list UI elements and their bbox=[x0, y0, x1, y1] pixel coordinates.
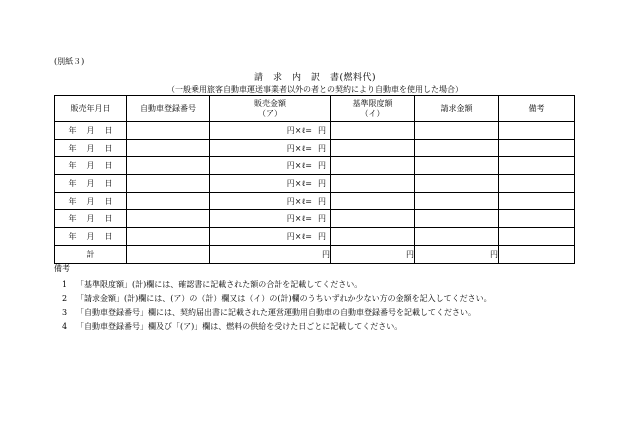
notes-heading: 備考 bbox=[54, 264, 70, 273]
base-limit-cell[interactable] bbox=[331, 175, 415, 193]
note-number: 3 bbox=[62, 307, 68, 317]
claim-amount-cell[interactable] bbox=[415, 175, 499, 193]
total-remarks-cell[interactable] bbox=[499, 245, 575, 263]
header-base-limit: 基準限度額 （イ） bbox=[331, 96, 415, 122]
vehicle-number-cell[interactable] bbox=[127, 139, 210, 157]
sales-amount-cell[interactable]: 円×ℓ= 円 bbox=[210, 192, 331, 210]
remarks-cell[interactable] bbox=[499, 157, 575, 175]
base-limit-cell[interactable] bbox=[331, 192, 415, 210]
claim-amount-cell[interactable] bbox=[415, 157, 499, 175]
note-item bbox=[54, 319, 492, 333]
total-row bbox=[55, 245, 575, 263]
note-item bbox=[54, 305, 492, 319]
header-sales-amount: 販売金額 （ア） bbox=[210, 96, 331, 122]
claim-amount-cell[interactable] bbox=[415, 192, 499, 210]
table-row bbox=[55, 192, 575, 210]
claim-amount-cell[interactable] bbox=[415, 210, 499, 228]
note-item bbox=[54, 291, 492, 305]
table-row bbox=[55, 139, 575, 157]
base-limit-cell[interactable] bbox=[331, 210, 415, 228]
sale-date-cell[interactable]: 年 月 日 bbox=[55, 210, 127, 228]
total-sales-cell[interactable]: 円 bbox=[210, 245, 331, 263]
document-reference: (別紙３) bbox=[54, 57, 85, 66]
note-text: 「基準限度額」(計)欄には、確認書に記載された額の合計を記載してください。 bbox=[76, 279, 363, 289]
table-row bbox=[55, 122, 575, 140]
note-number: 2 bbox=[62, 293, 68, 303]
note-text: 「自動車登録番号」欄には、契約届出書に記載された運営運動用自動車の自動車登録番号を記載してください。 bbox=[76, 307, 476, 317]
total-vehicle-cell bbox=[127, 245, 210, 263]
header-sale-date: 販売年月日 bbox=[55, 96, 127, 122]
sales-amount-cell[interactable]: 円×ℓ= 円 bbox=[210, 157, 331, 175]
table-row bbox=[55, 157, 575, 175]
table-row bbox=[55, 210, 575, 228]
header-vehicle-number: 自動車登録番号 bbox=[127, 96, 210, 122]
remarks-cell[interactable] bbox=[499, 175, 575, 193]
document-title: 請 求 内 訳 書(燃料代) bbox=[253, 73, 377, 83]
remarks-cell[interactable] bbox=[499, 139, 575, 157]
total-claim-cell[interactable]: 円 bbox=[415, 245, 499, 263]
notes-section bbox=[54, 263, 492, 333]
vehicle-number-cell[interactable] bbox=[127, 210, 210, 228]
sale-date-cell[interactable]: 年 月 日 bbox=[55, 175, 127, 193]
claim-amount-cell[interactable] bbox=[415, 122, 499, 140]
note-text: 「自動車登録番号」欄及び「(ア)」欄は、燃料の供給を受けた日ごとに記載してください。 bbox=[76, 321, 403, 331]
vehicle-number-cell[interactable] bbox=[127, 192, 210, 210]
claim-breakdown-table bbox=[54, 95, 575, 264]
vehicle-number-cell[interactable] bbox=[127, 157, 210, 175]
note-item bbox=[54, 277, 492, 291]
remarks-cell[interactable] bbox=[499, 210, 575, 228]
sale-date-cell[interactable]: 年 月 日 bbox=[55, 122, 127, 140]
remarks-cell[interactable] bbox=[499, 228, 575, 246]
vehicle-number-cell[interactable] bbox=[127, 228, 210, 246]
remarks-cell[interactable] bbox=[499, 192, 575, 210]
sale-date-cell[interactable]: 年 月 日 bbox=[55, 139, 127, 157]
sale-date-cell[interactable]: 年 月 日 bbox=[55, 228, 127, 246]
claim-amount-cell[interactable] bbox=[415, 139, 499, 157]
note-number: 1 bbox=[62, 279, 68, 289]
table-row bbox=[55, 228, 575, 246]
table-row bbox=[55, 175, 575, 193]
vehicle-number-cell[interactable] bbox=[127, 175, 210, 193]
notes-list bbox=[54, 277, 492, 333]
sale-date-cell[interactable]: 年 月 日 bbox=[55, 157, 127, 175]
table-header-row bbox=[55, 96, 575, 122]
sales-amount-cell[interactable]: 円×ℓ= 円 bbox=[210, 210, 331, 228]
claim-amount-cell[interactable] bbox=[415, 228, 499, 246]
base-limit-cell[interactable] bbox=[331, 157, 415, 175]
base-limit-cell[interactable] bbox=[331, 139, 415, 157]
sale-date-cell[interactable]: 年 月 日 bbox=[55, 192, 127, 210]
base-limit-cell[interactable] bbox=[331, 122, 415, 140]
note-number: 4 bbox=[62, 321, 68, 331]
sales-amount-cell[interactable]: 円×ℓ= 円 bbox=[210, 175, 331, 193]
base-limit-cell[interactable] bbox=[331, 228, 415, 246]
note-text: 「請求金額」(計)欄には、(ア）の（計）欄又は（イ）の(計)欄のうちいずれか少ない方の金額を記入してください。 bbox=[76, 293, 492, 303]
total-label: 計 bbox=[55, 245, 127, 263]
sales-amount-cell[interactable]: 円×ℓ= 円 bbox=[210, 122, 331, 140]
header-claim-amount: 請求金額 bbox=[415, 96, 499, 122]
vehicle-number-cell[interactable] bbox=[127, 122, 210, 140]
remarks-cell[interactable] bbox=[499, 122, 575, 140]
sales-amount-cell[interactable]: 円×ℓ= 円 bbox=[210, 139, 331, 157]
sales-amount-cell[interactable]: 円×ℓ= 円 bbox=[210, 228, 331, 246]
document-subtitle: （一般乗用旅客自動車運送事業者以外の者との契約により自動車を使用した場合） bbox=[167, 85, 463, 94]
header-remarks: 備考 bbox=[499, 96, 575, 122]
total-base-limit-cell[interactable]: 円 bbox=[331, 245, 415, 263]
